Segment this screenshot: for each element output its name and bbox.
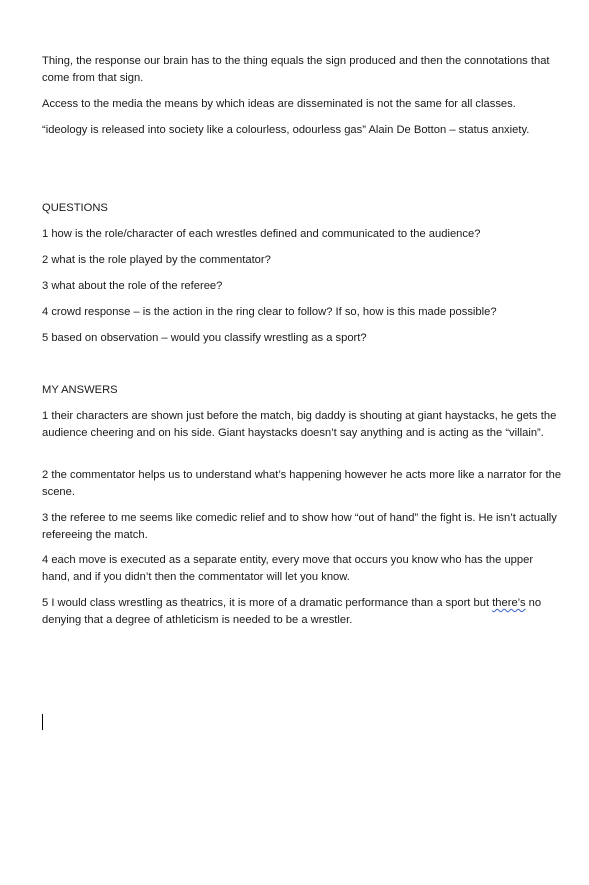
questions-heading: QUESTIONS <box>42 202 108 214</box>
question-4: 4 crowd response – is the action in the ring clear to follow? If so, how is this made possible? <box>42 306 497 318</box>
answer-5-text-start: 5 I would class wrestling as theatrics, it is more of a dramatic performance than a sport but <box>42 597 493 609</box>
text-cursor <box>42 714 43 730</box>
question-1: 1 how is the role/character of each wrestles defined and communicated to the audience? <box>42 228 481 240</box>
answer-4: 4 each move is executed as a separate entity, every move that occurs you know who has the upper hand, and if you didn’t then the commentator will let you know. <box>42 554 534 583</box>
question-5: 5 based on observation – would you classify wrestling as a sport? <box>42 332 367 344</box>
answer-1: 1 their characters are shown just before the match, big daddy is shouting at giant haystacks, he gets the audience cheering and on his side. Giant haystacks doesn’t say anything and is acting as the “villain”. <box>42 410 557 439</box>
answers-heading: MY ANSWERS <box>42 384 118 396</box>
intro-paragraph-1: Thing, the response our brain has to the thing equals the sign produced and then the connotations that come from that sign. <box>42 55 550 84</box>
intro-paragraph-2: Access to the media the means by which ideas are disseminated is not the same for all classes. <box>42 98 516 110</box>
question-2: 2 what is the role played by the commentator? <box>42 254 271 266</box>
answer-2: 2 the commentator helps us to understand what’s happening however he acts more like a narrator for the scene. <box>42 469 562 498</box>
answer-5 <box>42 595 562 628</box>
intro-quote: “ideology is released into society like a colourless, odourless gas” Alain De Botton – status anxiety. <box>42 124 530 136</box>
answer-3: 3 the referee to me seems like comedic relief and to show how “out of hand” the fight is. He isn’t actually refereeing the match. <box>42 512 557 541</box>
spellcheck-flagged-word[interactable]: there’s <box>492 597 526 609</box>
answer-5-text-end: no denying that a degree of athleticism is needed to be a wrestler. <box>42 597 542 626</box>
question-3: 3 what about the role of the referee? <box>42 280 223 292</box>
